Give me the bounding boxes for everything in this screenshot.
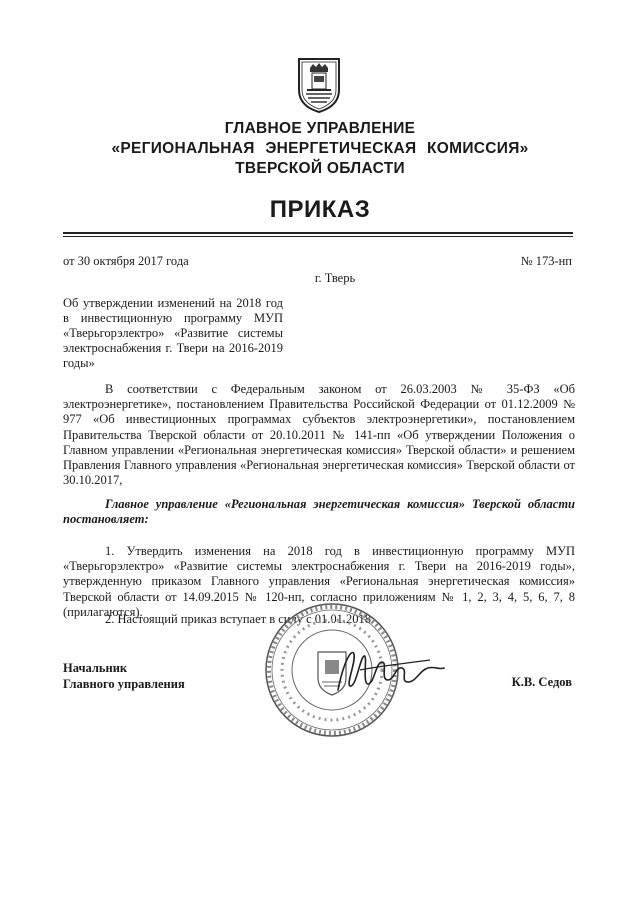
document-number: № 173-нп (520, 254, 572, 268)
document-date: от 30 октября 2017 года (63, 254, 189, 268)
document-subject: Об утверждении изменений на 2018 год в инвестиционную программу МУП «Тверьгорэлектро» «Развитие системы электроснабжения г. Твери на 2016-2019 годы» (63, 296, 283, 370)
header-divider-thin (63, 236, 573, 237)
org-name-line2: «РЕГИОНАЛЬНАЯ ЭНЕРГЕТИЧЕСКАЯ КОМИССИЯ» (111, 140, 529, 157)
preamble-paragraph: В соответствии с Федеральным законом от 26.03.2003 № 35-ФЗ «Об электроэнергетике», постановлением Правительства Российской Федерации от 01.12.2009 № 977 «Об инвестиционных программах субъектов электроэнергетики», постановлением Правительства Тверской области от 20.10.2011 № 141-пп «Об утверждении Положения о Главном управлении «Региональная энергетическая комиссия» Тверской области» и решением Правления Главного управления «Региональная энергетическая комиссия» Тверской области от 30.10.2017, (63, 382, 575, 488)
tver-coat-of-arms-icon (296, 56, 342, 114)
org-name-line1: ГЛАВНОЕ УПРАВЛЕНИЕ (224, 120, 416, 137)
document-city: г. Тверь (314, 271, 356, 285)
signatory-position (63, 660, 185, 692)
decree-statement: Главное управление «Региональная энергетическая комиссия» Тверской области постановляет: (63, 497, 575, 527)
header-divider-thick (63, 232, 573, 234)
signatory-position-line2: Главного управления (63, 677, 185, 691)
order-item-1: 1. Утвердить изменения на 2018 год в инвестиционную программу МУП «Тверьгорэлектро» «Развитие системы электроснабжения г. Твери на 2016-2019 годы», утвержденную приказом Главного управления «Региональная энергетическая комиссия» Тверской области от 14.09.2015 № 120-нп, согласно приложениям № 1, 2, 3, 4, 5, 6, 7, 8 (прилагаются). (63, 544, 575, 619)
signatory-position-line1: Начальник (63, 661, 128, 675)
org-name-line3: ТВЕРСКОЙ ОБЛАСТИ (235, 160, 405, 177)
document-type-title: ПРИКАЗ (269, 196, 371, 223)
signatory-name: К.В. Седов (511, 675, 572, 689)
handwritten-signature-icon (330, 640, 450, 700)
order-item-2: 2. Настоящий приказ вступает в силу с 01.01.2018. (105, 612, 375, 626)
